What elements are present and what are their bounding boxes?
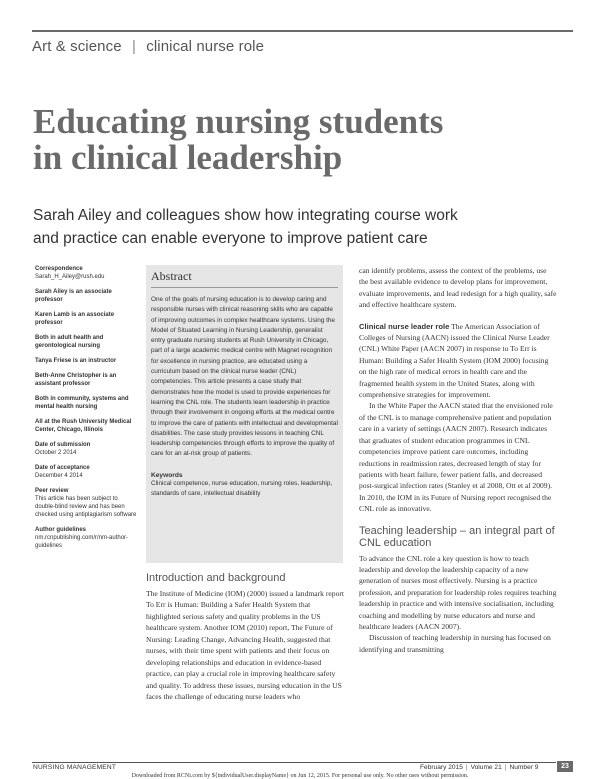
standfirst-line-2: and practice can enable everyone to improve patient care (33, 230, 428, 247)
author-4-department: Both in community, systems and mental health nursing (35, 396, 129, 410)
right-para-5: Discussion of teaching leadership in nursing has focused on identifying and transmitting (359, 633, 551, 654)
page-number: 23 (557, 761, 573, 772)
section-separator: | (131, 38, 136, 55)
peer-review-block (35, 487, 139, 519)
right-para-2: The American Association of Colleges of Nursing (AACN) issued the Clinical Nurse Leader (CNL) White Paper (AACN 2007) in response to To Err is Human: Building a Safer Health System (IOM 2000) focusing on the high rate of medical errors in health care and the fragmented health system in the United States, along with comprehensive strategies for improvement. (359, 321, 550, 400)
submission-label: Date of submission (35, 442, 91, 448)
author-2: Karen Lamb is an associate professor (35, 312, 115, 326)
author-3: Tanya Friese is an instructor (35, 358, 117, 364)
correspondence-block (35, 265, 139, 281)
intro-heading: Introduction and background (146, 572, 286, 584)
right-para-3: In the White Paper the AACN stated that the envisioned role of the CNL is to manage comprehensive patient and population care in a variety of settings (AACN 2007). Research indicates that graduates of student education programmes in CNL competencies improve patient care outcomes, including reductions in readmission rates, decreased length of stay for patients with heart failure, fewer patient falls, and decreased post-surgical infection rates (Stanley et al 2008, Ott et al 2009). In 2010, the IOM in its Future of Nursing report recognised the CNL role as innovative. (359, 401, 553, 514)
section-tag (32, 38, 264, 55)
teaching-heading: Teaching leadership – an integral part of CNL education (359, 524, 555, 549)
guidelines-link[interactable]: nm.rcnpublishing.com/r/nm-author-guidelines (35, 535, 129, 549)
standfirst-line-1: Sarah Ailey and colleagues show how integrating course work (33, 207, 458, 224)
issue-sep-1: | (465, 764, 468, 771)
right-column (359, 265, 557, 655)
keywords-heading: Keywords (151, 471, 183, 479)
acceptance-date: December 4 2014 (35, 473, 83, 479)
issue-info (420, 764, 538, 771)
keywords-list: Clinical competence, nurse education, nursing roles, leadership, standards of care, intellectual disability (151, 479, 333, 498)
right-para-4: To advance the CNL role a key question is how to teach leadership and develop the leadership capacity of a new generation of nurses most effectively. Nursing is a practice profession, and preparation for leadership roles requires teaching leadership in practice and with intensive socialisation, including coaching and modelling by nurse educators and nurse and healthcare leaders (AACN 2007). (359, 553, 557, 631)
acceptance-block (35, 464, 139, 480)
issue-volume: Volume 21 (470, 764, 502, 771)
submission-date: October 2 2014 (35, 450, 77, 456)
abstract-heading: Abstract (151, 269, 338, 288)
affiliation: All at the Rush University Medical Center, Chicago, Illinois (35, 419, 132, 433)
submission-block (35, 441, 139, 457)
correspondence-email[interactable]: Sarah_H_Ailey@rush.edu (35, 274, 105, 280)
author-2-department: Both in adult health and gerontological nursing (35, 335, 104, 349)
intro-body: The Institute of Medicine (IOM) (2000) issued a landmark report To Err is Human: Building a Safer Health System that highlighted serious safety and quality problems in the US healthcare system. Another IOM (2010) report, The Future of Nursing: Leading Change, Advancing Health, suggested that nurses, with their time spent with patients and their focus on developing relationships and education in evidence-based practice, can play a crucial role in improving healthcare safety and quality. To address these issues, nursing education in the US faces the challenge of educating nurse leaders who (146, 589, 345, 702)
download-notice: Downloaded from RCNi.com by ${individualUser.displayName} on Jun 12, 2015. For personal use only. No other uses without permission. (131, 773, 469, 779)
correspondence-label: Correspondence (35, 266, 83, 272)
title-line-2: in clinical leadership (33, 138, 343, 177)
author-meta-column (35, 265, 139, 557)
subsection-label: clinical nurse role (146, 38, 265, 55)
abstract-box (146, 265, 343, 563)
peer-review-label: Peer review (35, 488, 69, 494)
standfirst (33, 204, 573, 250)
title-line-1: Educating nursing students (33, 102, 444, 141)
right-para-1: can identify problems, assess the context of the problems, use the best available evidence to develop plans for improvement, evaluate improvements, and lead redesign for a high quality, safe and effective healthcare system. (359, 266, 557, 310)
top-rule (32, 30, 573, 32)
issue-number: Number 9 (509, 764, 539, 771)
abstract-body: One of the goals of nursing education is to develop caring and responsible nurses with clinical reasoning skills who are capable of improving outcomes in complex healthcare systems. Using the Model of Situated Learning in Nursing Leadership, generalist entry graduate nursing students at Rush University in Chicago, part of a large academic medical centre with Magnet recognition for excellence in nursing practice, are educated using a curriculum based on the clinical nurse leader (CNL) competencies. This article presents a case study that demonstrates how the model is used to provide experiences for learning the CNL role. The students learn leadership in practice through their involvement in ongoing efforts at the medical centre to improve the care of patients with intellectual and developmental disabilities. The case study provides lessons in teaching CNL leadership competencies through efforts to improve the quality of care for an at-risk group of patients. (151, 296, 338, 458)
guidelines-block (35, 526, 139, 550)
author-4: Beth-Anne Christopher is an assistant professor (35, 373, 117, 387)
right-para-2-wrap (359, 321, 557, 401)
footer-rule (32, 762, 556, 763)
author-1: Sarah Ailey is an associate professor (35, 289, 112, 303)
cnl-subhead: Clinical nurse leader role (359, 321, 450, 331)
journal-name: NURSING MANAGEMENT (33, 764, 117, 771)
issue-date: February 2015 (420, 764, 463, 771)
guidelines-label: Author guidelines (35, 527, 86, 533)
section-label: Art & science (32, 38, 122, 55)
acceptance-label: Date of acceptance (35, 465, 90, 471)
peer-review-text: This article has been subject to double-blind review and has been checked using antiplagiarism software (35, 496, 137, 518)
article-title (33, 104, 573, 176)
issue-sep-2: | (504, 764, 507, 771)
